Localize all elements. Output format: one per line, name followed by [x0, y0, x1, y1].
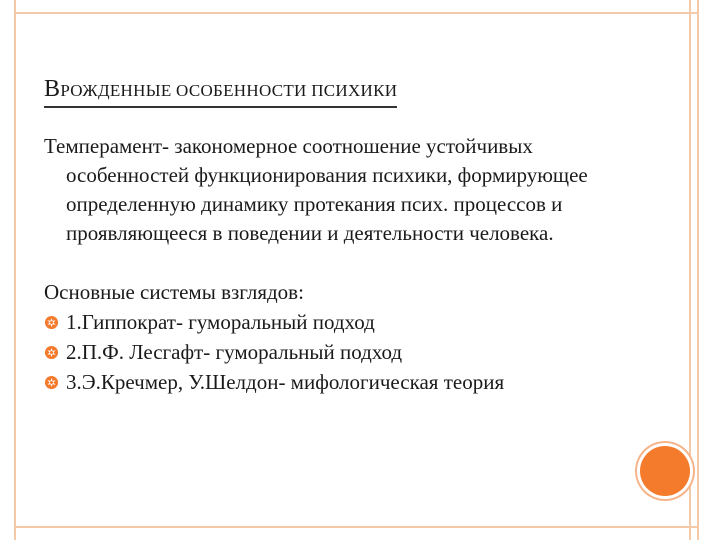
list-item-text: 2.П.Ф. Лесгафт- гуморальный подход [66, 340, 403, 364]
gear-bullet-icon [44, 345, 59, 360]
slide-frame-right-inner [697, 0, 699, 540]
slide-frame-top [14, 12, 698, 14]
gear-bullet-icon [44, 375, 59, 390]
slide-title-first-letter: В [44, 76, 61, 102]
list-item [44, 367, 604, 397]
systems-list [44, 307, 604, 397]
systems-heading: Основные системы взглядов: [44, 280, 304, 304]
slide-body [44, 132, 604, 397]
gear-bullet-icon [44, 315, 59, 330]
slide-frame-bottom [14, 526, 698, 528]
decorative-circle [640, 446, 690, 496]
list-item-text: 1.Гиппократ- гуморальный подход [66, 310, 375, 334]
slide-title [44, 76, 397, 108]
slide-frame-right-outer [689, 0, 691, 540]
slide-title-rest: РОЖДЕННЫЕ ОСОБЕННОСТИ ПСИХИКИ [60, 81, 398, 100]
list-item [44, 337, 604, 367]
list-item [44, 307, 604, 337]
list-item-text: 3.Э.Кречмер, У.Шелдон- мифологическая теория [66, 370, 505, 394]
definition-paragraph: Темперамент- закономерное соотношение устойчивых особенностей функционирования психики, формирующее определенную динамику протекания псих. процессов и проявляющееся в поведении и деятельности человека. [44, 134, 588, 245]
slide-frame-left [14, 0, 16, 540]
